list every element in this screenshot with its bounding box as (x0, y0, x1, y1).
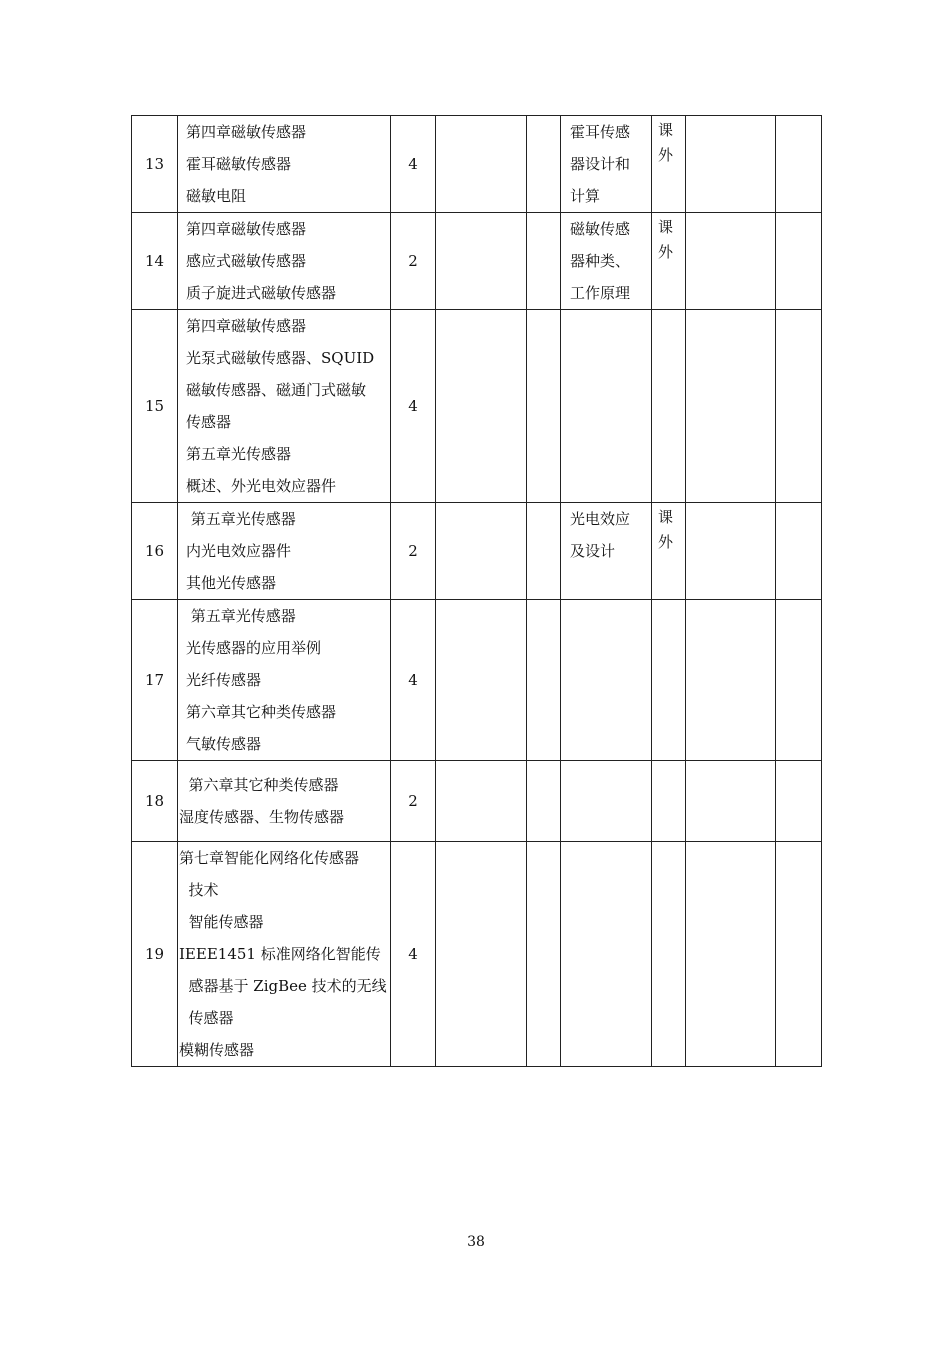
content-line: 磁敏电阻 (186, 187, 247, 205)
empty-cell (652, 600, 686, 761)
hours-cell: 4 (391, 842, 436, 1067)
row-number: 15 (132, 310, 178, 503)
empty-cell (436, 761, 527, 842)
content-line: 第四章磁敏传感器 (186, 123, 307, 141)
empty-cell (527, 213, 561, 310)
content-line: 湿度传感器、生物传感器 (179, 808, 345, 826)
empty-cell (776, 600, 822, 761)
topic-line: 计算 (570, 187, 601, 205)
empty-cell (527, 116, 561, 213)
row-number: 16 (132, 503, 178, 600)
empty-cell (561, 842, 652, 1067)
topic-line: 光电效应 (570, 510, 631, 528)
topic-line: 器种类、 (570, 252, 631, 270)
content-line: 光纤传感器 (186, 671, 262, 689)
table-row (132, 116, 822, 213)
content-cell (178, 842, 391, 1067)
row-number: 13 (132, 116, 178, 213)
empty-cell (436, 600, 527, 761)
empty-cell (686, 600, 776, 761)
content-line: 第四章磁敏传感器 (186, 317, 307, 335)
mode-line: 外 (658, 533, 674, 551)
table-row (132, 842, 822, 1067)
empty-cell (436, 213, 527, 310)
mode-line: 课 (658, 508, 674, 526)
empty-cell (436, 116, 527, 213)
table-row (132, 213, 822, 310)
content-line: 感应式磁敏传感器 (186, 252, 307, 270)
empty-cell (686, 503, 776, 600)
empty-cell (436, 310, 527, 503)
empty-cell (436, 842, 527, 1067)
content-line: 传感器 (179, 1009, 234, 1027)
row-number: 19 (132, 842, 178, 1067)
empty-cell (436, 503, 527, 600)
content-line: 光传感器的应用举例 (186, 639, 322, 657)
empty-cell (527, 310, 561, 503)
hours-cell: 4 (391, 116, 436, 213)
topic-line: 工作原理 (570, 284, 631, 302)
content-cell (178, 116, 391, 213)
content-line: 内光电效应器件 (186, 542, 292, 560)
empty-cell (686, 761, 776, 842)
content-line: 第五章光传感器 (186, 445, 292, 463)
content-line: 第六章其它种类传感器 (186, 703, 337, 721)
content-line: 第四章磁敏传感器 (186, 220, 307, 238)
mode-cell (652, 213, 686, 310)
row-number: 18 (132, 761, 178, 842)
content-line: 第七章智能化网络化传感器 (179, 849, 360, 867)
content-line: 光泵式磁敏传感器、SQUID (186, 349, 375, 367)
empty-cell (776, 310, 822, 503)
empty-cell (652, 842, 686, 1067)
empty-cell (686, 310, 776, 503)
empty-cell (776, 503, 822, 600)
topic-line: 及设计 (570, 542, 616, 560)
topic-cell (561, 503, 652, 600)
empty-cell (776, 116, 822, 213)
topic-cell (561, 116, 652, 213)
table-row (132, 503, 822, 600)
mode-line: 课 (658, 218, 674, 236)
hours-cell: 4 (391, 310, 436, 503)
topic-cell (561, 213, 652, 310)
empty-cell (561, 761, 652, 842)
content-line: 其他光传感器 (186, 574, 277, 592)
content-line: 霍耳磁敏传感器 (186, 155, 292, 173)
schedule-table (131, 115, 822, 1067)
topic-line: 器设计和 (570, 155, 631, 173)
content-line: 感器基于 ZigBee 技术的无线 (179, 977, 387, 995)
row-number: 14 (132, 213, 178, 310)
table-row (132, 600, 822, 761)
topic-line: 磁敏传感 (570, 220, 631, 238)
empty-cell (686, 116, 776, 213)
content-cell (178, 310, 391, 503)
mode-line: 课 (658, 121, 674, 139)
content-line: 模糊传感器 (179, 1041, 255, 1059)
content-line: 技术 (179, 881, 219, 899)
empty-cell (686, 213, 776, 310)
content-cell (178, 503, 391, 600)
empty-cell (652, 761, 686, 842)
content-line: 概述、外光电效应器件 (186, 477, 337, 495)
hours-cell: 4 (391, 600, 436, 761)
empty-cell (652, 310, 686, 503)
empty-cell (561, 600, 652, 761)
content-cell (178, 600, 391, 761)
empty-cell (527, 503, 561, 600)
content-cell (178, 761, 391, 842)
empty-cell (776, 842, 822, 1067)
hours-cell: 2 (391, 761, 436, 842)
content-cell (178, 213, 391, 310)
table-row (132, 310, 822, 503)
content-line: IEEE1451 标准网络化智能传 (179, 945, 381, 963)
content-line: 智能传感器 (179, 913, 264, 931)
page-number: 38 (467, 1234, 485, 1250)
empty-cell (686, 842, 776, 1067)
hours-cell: 2 (391, 213, 436, 310)
content-line: 磁敏传感器、磁通门式磁敏 (186, 381, 367, 399)
content-line: 第五章光传感器 (186, 510, 296, 528)
empty-cell (561, 310, 652, 503)
empty-cell (527, 761, 561, 842)
mode-cell (652, 503, 686, 600)
table-row (132, 761, 822, 842)
empty-cell (776, 761, 822, 842)
topic-line: 霍耳传感 (570, 123, 631, 141)
mode-line: 外 (658, 146, 674, 164)
mode-cell (652, 116, 686, 213)
row-number: 17 (132, 600, 178, 761)
content-line: 质子旋进式磁敏传感器 (186, 284, 337, 302)
content-line: 第五章光传感器 (186, 607, 296, 625)
mode-line: 外 (658, 243, 674, 261)
content-line: 传感器 (186, 413, 232, 431)
empty-cell (527, 600, 561, 761)
content-line: 气敏传感器 (186, 735, 262, 753)
hours-cell: 2 (391, 503, 436, 600)
content-line: 第六章其它种类传感器 (179, 776, 339, 794)
empty-cell (776, 213, 822, 310)
empty-cell (527, 842, 561, 1067)
